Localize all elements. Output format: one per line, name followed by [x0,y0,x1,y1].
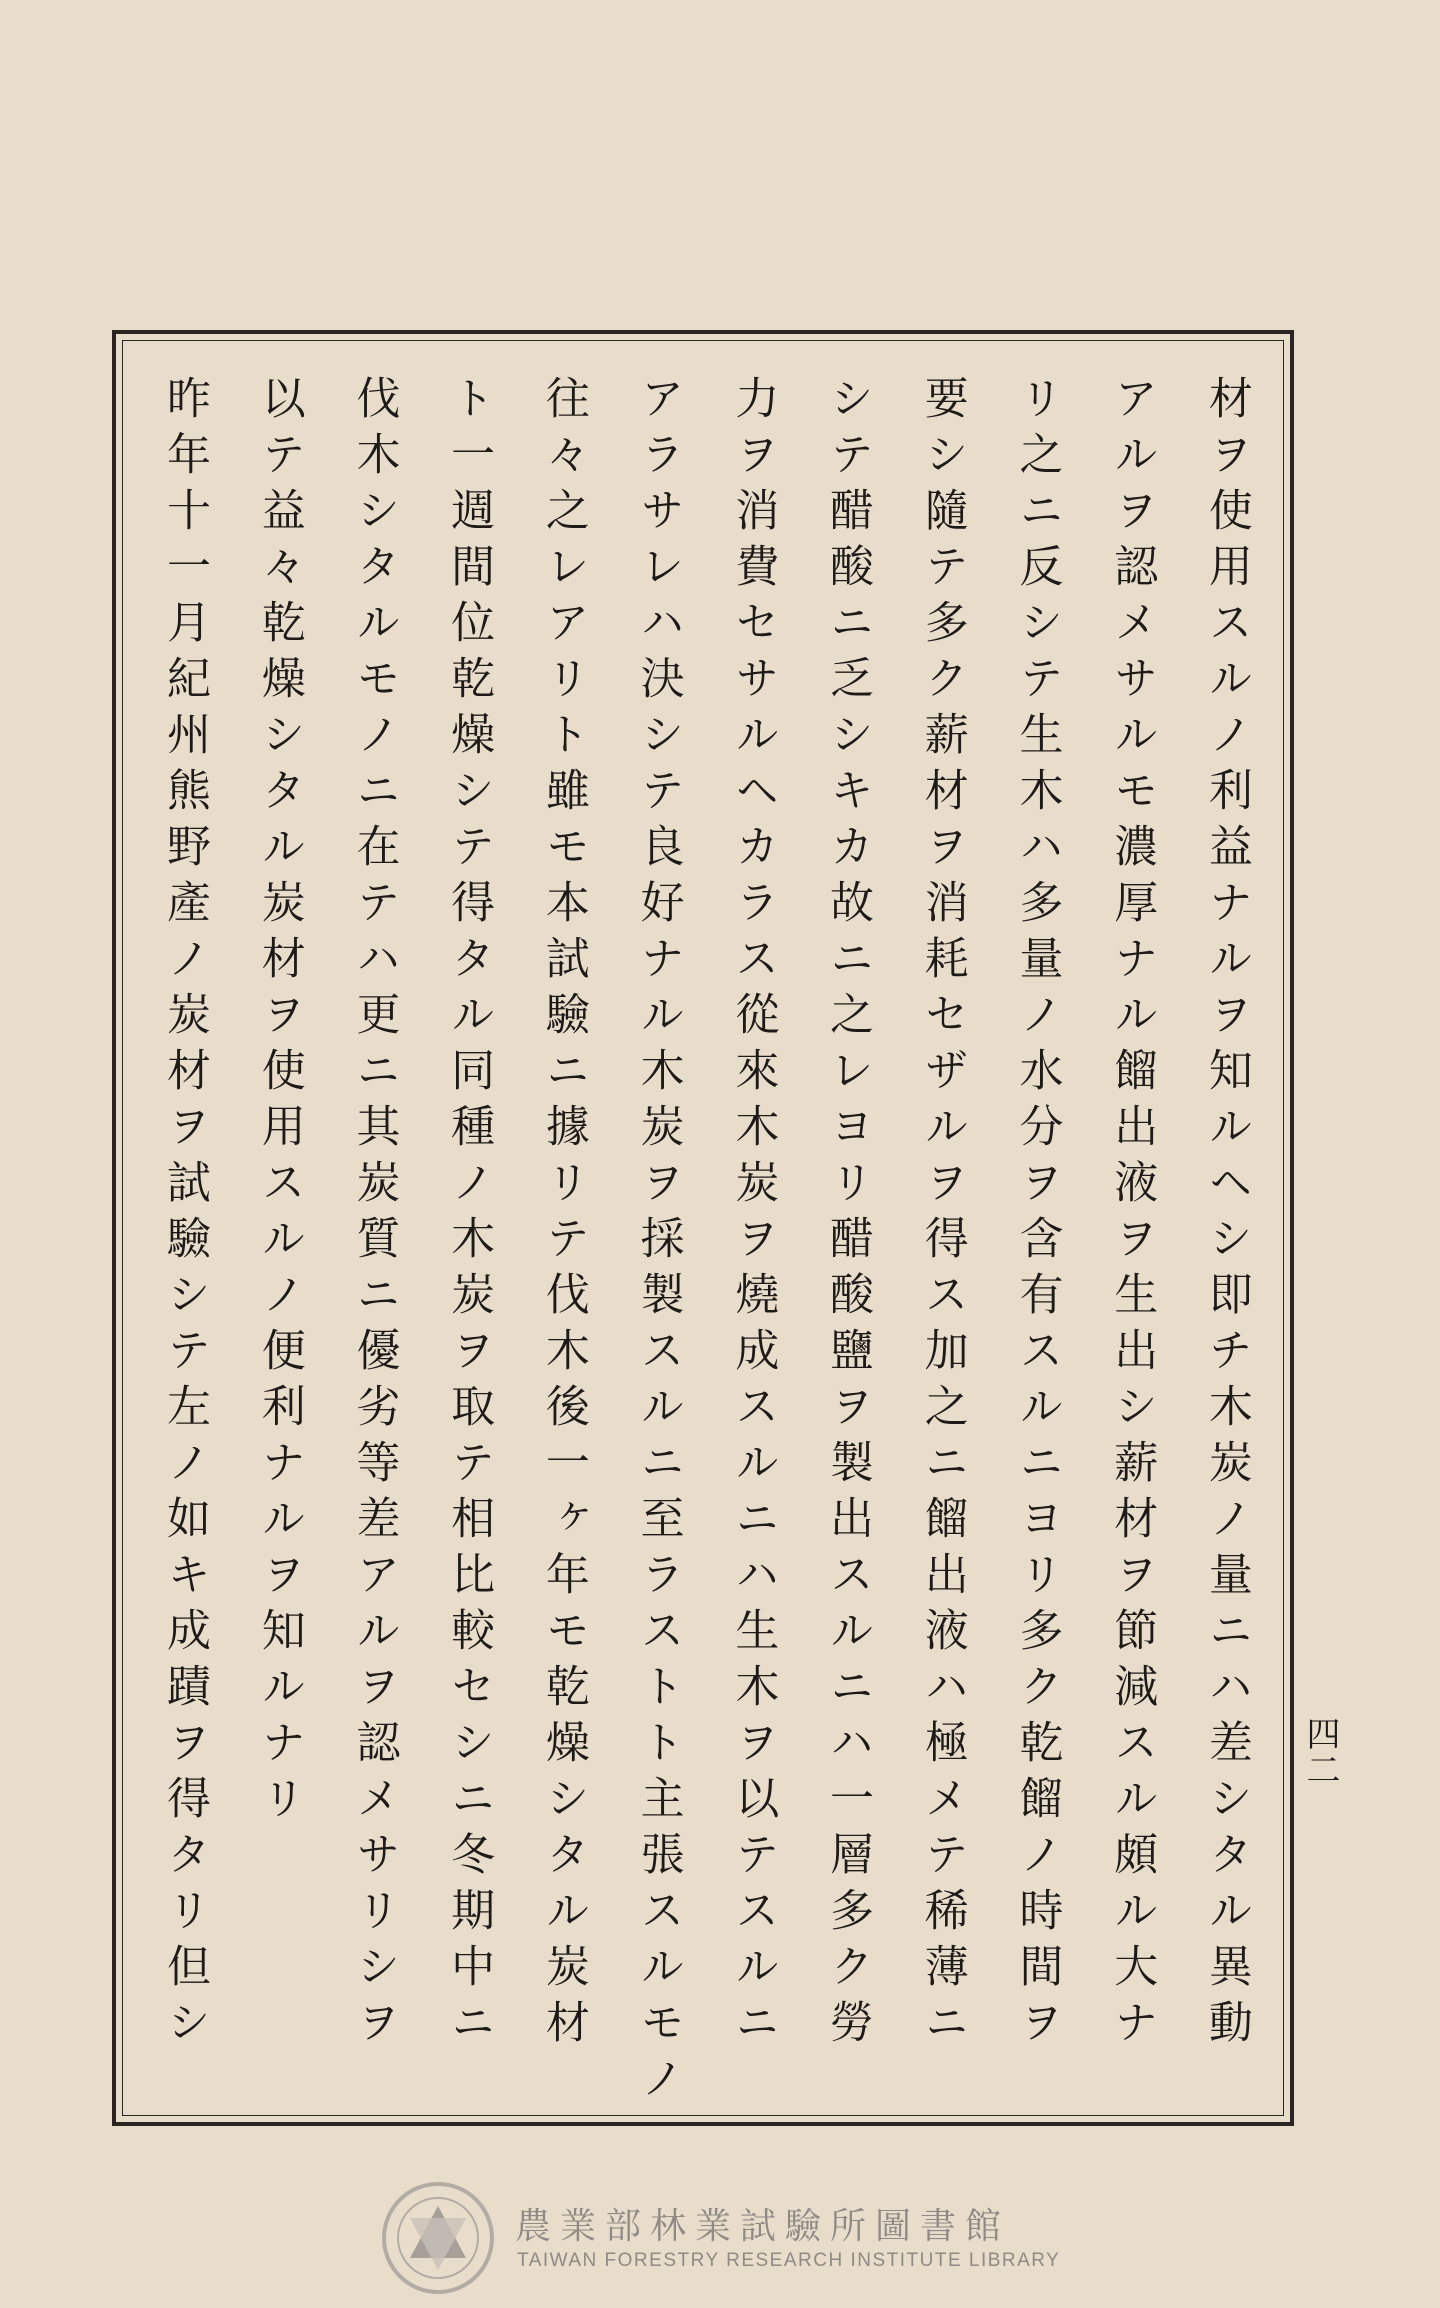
text-column: 伐木シタルモノニ在テハ更ニ其炭質ニ優劣等差アルヲ認メサリシヲ [348,375,400,2055]
text-column: シテ醋酸ニ乏シキカ故ニ之レヨリ醋酸鹽ヲ製出スルニハ一層多ク勞 [822,375,874,2055]
text-column: 往々之レアリト雖モ本試驗ニ據リテ伐木後一ヶ年モ乾燥シタル炭材 [537,375,589,2055]
page-number: 四二 [1300,1716,1340,1788]
text-column: ト一週間位乾燥シテ得タル同種ノ木炭ヲ取テ相比較セシニ冬期中ニ [443,375,495,2055]
text-column: 力ヲ消費セサルヘカラス從來木炭ヲ燒成スルニハ生木ヲ以テスルニ [727,375,779,2055]
text-column: 要シ隨テ多ク薪材ヲ消耗セザルヲ得ス加之ニ餾出液ハ極メテ稀薄ニ [916,375,968,2055]
text-column: 昨年十一月紀州熊野產ノ炭材ヲ試驗シテ左ノ如キ成蹟ヲ得タリ但シ [159,375,210,2055]
library-seal-icon [378,2178,498,2298]
text-column: 以テ益々乾燥シタル炭材ヲ使用スルノ便利ナルヲ知ルナリ [253,375,305,1831]
library-name-english: TAIWAN FORESTRY RESEARCH INSTITUTE LIBRARY [517,2250,1061,2271]
library-name: 農業部林業試驗所圖書館 [515,2206,1011,2247]
vertical-text-block [140,375,1270,2111]
text-column: アルヲ認メサルモ濃厚ナル餾出液ヲ生出シ薪材ヲ節減スル頗ル大ナ [1106,375,1158,2055]
text-column: アラサレハ決シテ良好ナル木炭ヲ採製スルニ至ラストト主張スルモノ [632,375,684,2111]
text-column: 材ヲ使用スルノ利益ナルヲ知ルヘシ即チ木炭ノ量ニハ差シタル異動 [1200,375,1252,2055]
text-column: リ之ニ反シテ生木ハ多量ノ水分ヲ含有スルニヨリ多ク乾餾ノ時間ヲ [1011,375,1063,2055]
